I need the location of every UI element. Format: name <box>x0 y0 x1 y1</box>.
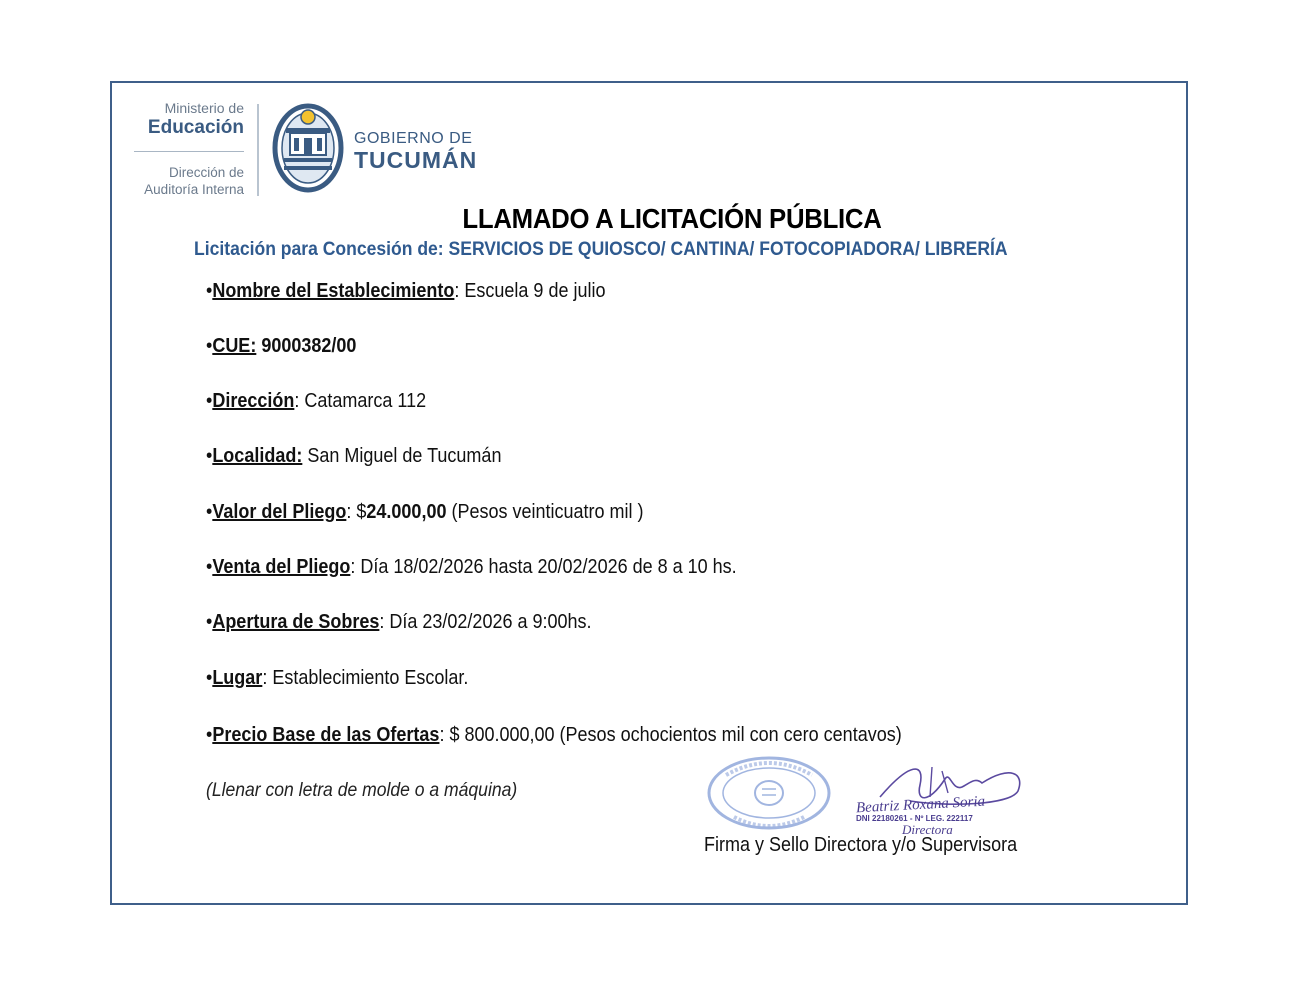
field-apertura-value: Día 23/02/2026 a 9:00hs. <box>389 611 592 633</box>
field-precio-value: $ 800.000,00 (Pesos ochocientos mil con cero centavos) <box>449 724 902 746</box>
gobierno-logo-text <box>354 130 477 172</box>
fill-instructions-note: (Llenar con letra de molde o a máquina) <box>206 779 518 801</box>
ministerio-logo <box>120 100 244 197</box>
direccion-line-2: Auditoría Interna <box>144 182 244 197</box>
official-stamp-icon <box>704 755 834 833</box>
signature-role: Directora <box>902 822 953 837</box>
field-lugar: •Lugar: Establecimiento Escolar. <box>206 667 469 689</box>
ministerio-top-text: Ministerio de <box>164 100 244 116</box>
tucuman-seal-icon <box>270 100 346 200</box>
field-apertura: •Apertura de Sobres: Día 23/02/2026 a 9:00hs. <box>206 611 592 633</box>
field-valor-label: Valor del Pliego <box>212 501 347 523</box>
direccion-auditoria-text <box>144 164 244 198</box>
field-venta-value: Día 18/02/2026 hasta 20/02/2026 de 8 a 10 hs. <box>360 556 737 578</box>
signature-dni: DNI 22180261 - Nº LEG. 222117 <box>856 814 973 823</box>
signature-name: Beatriz Roxana Soria <box>855 793 986 817</box>
field-lugar-value: Establecimiento Escolar. <box>272 667 469 689</box>
field-cue-label: CUE: <box>212 335 257 357</box>
ministerio-divider <box>134 151 244 152</box>
gobierno-small-text: GOBIERNO DE <box>354 130 473 147</box>
field-direccion-value: Catamarca 112 <box>304 390 427 412</box>
direccion-line-1: Dirección de <box>168 165 244 180</box>
field-valor-words: (Pesos veinticuatro mil ) <box>451 501 644 523</box>
field-precio: •Precio Base de las Ofertas: $ 800.000,00 (Pesos ochocientos mil con cero centavos) <box>206 724 902 746</box>
field-valor: •Valor del Pliego: $24.000,00 (Pesos veinticuatro mil ) <box>206 501 644 523</box>
field-venta: •Venta del Pliego: Día 18/02/2026 hasta 20/02/2026 de 8 a 10 hs. <box>206 556 737 578</box>
document-subtitle: Licitación para Concesión de: SERVICIOS DE QUIOSCO/ CANTINA/ FOTOCOPIADORA/ LIBRERÍA <box>194 238 1008 260</box>
field-venta-label: Venta del Pliego <box>212 556 351 578</box>
field-valor-amount: 24.000,00 <box>366 501 447 523</box>
field-localidad: •Localidad: San Miguel de Tucumán <box>206 445 502 467</box>
header-separator <box>257 104 259 196</box>
field-localidad-value: San Miguel de Tucumán <box>307 445 502 467</box>
field-cue-value: 9000382/00 <box>261 335 357 357</box>
field-direccion-label: Dirección <box>212 390 295 412</box>
field-nombre: •Nombre del Establecimiento: Escuela 9 de julio <box>206 280 606 302</box>
field-direccion: •Dirección: Catamarca 112 <box>206 390 427 412</box>
field-nombre-value: Escuela 9 de julio <box>464 280 606 302</box>
field-lugar-label: Lugar <box>212 667 263 689</box>
field-localidad-label: Localidad: <box>212 445 303 467</box>
field-apertura-label: Apertura de Sobres <box>212 611 380 633</box>
field-nombre-label: Nombre del Establecimiento <box>212 280 455 302</box>
ministerio-main-text: Educación <box>147 117 244 138</box>
field-cue: •CUE: 9000382/00 <box>206 335 357 357</box>
signature-caption: Firma y Sello Directora y/o Supervisora <box>704 834 1018 856</box>
gobierno-big-text: TUCUMÁN <box>354 147 478 173</box>
field-precio-label: Precio Base de las Ofertas <box>212 724 440 746</box>
document-title: LLAMADO A LICITACIÓN PÚBLICA <box>462 203 882 234</box>
